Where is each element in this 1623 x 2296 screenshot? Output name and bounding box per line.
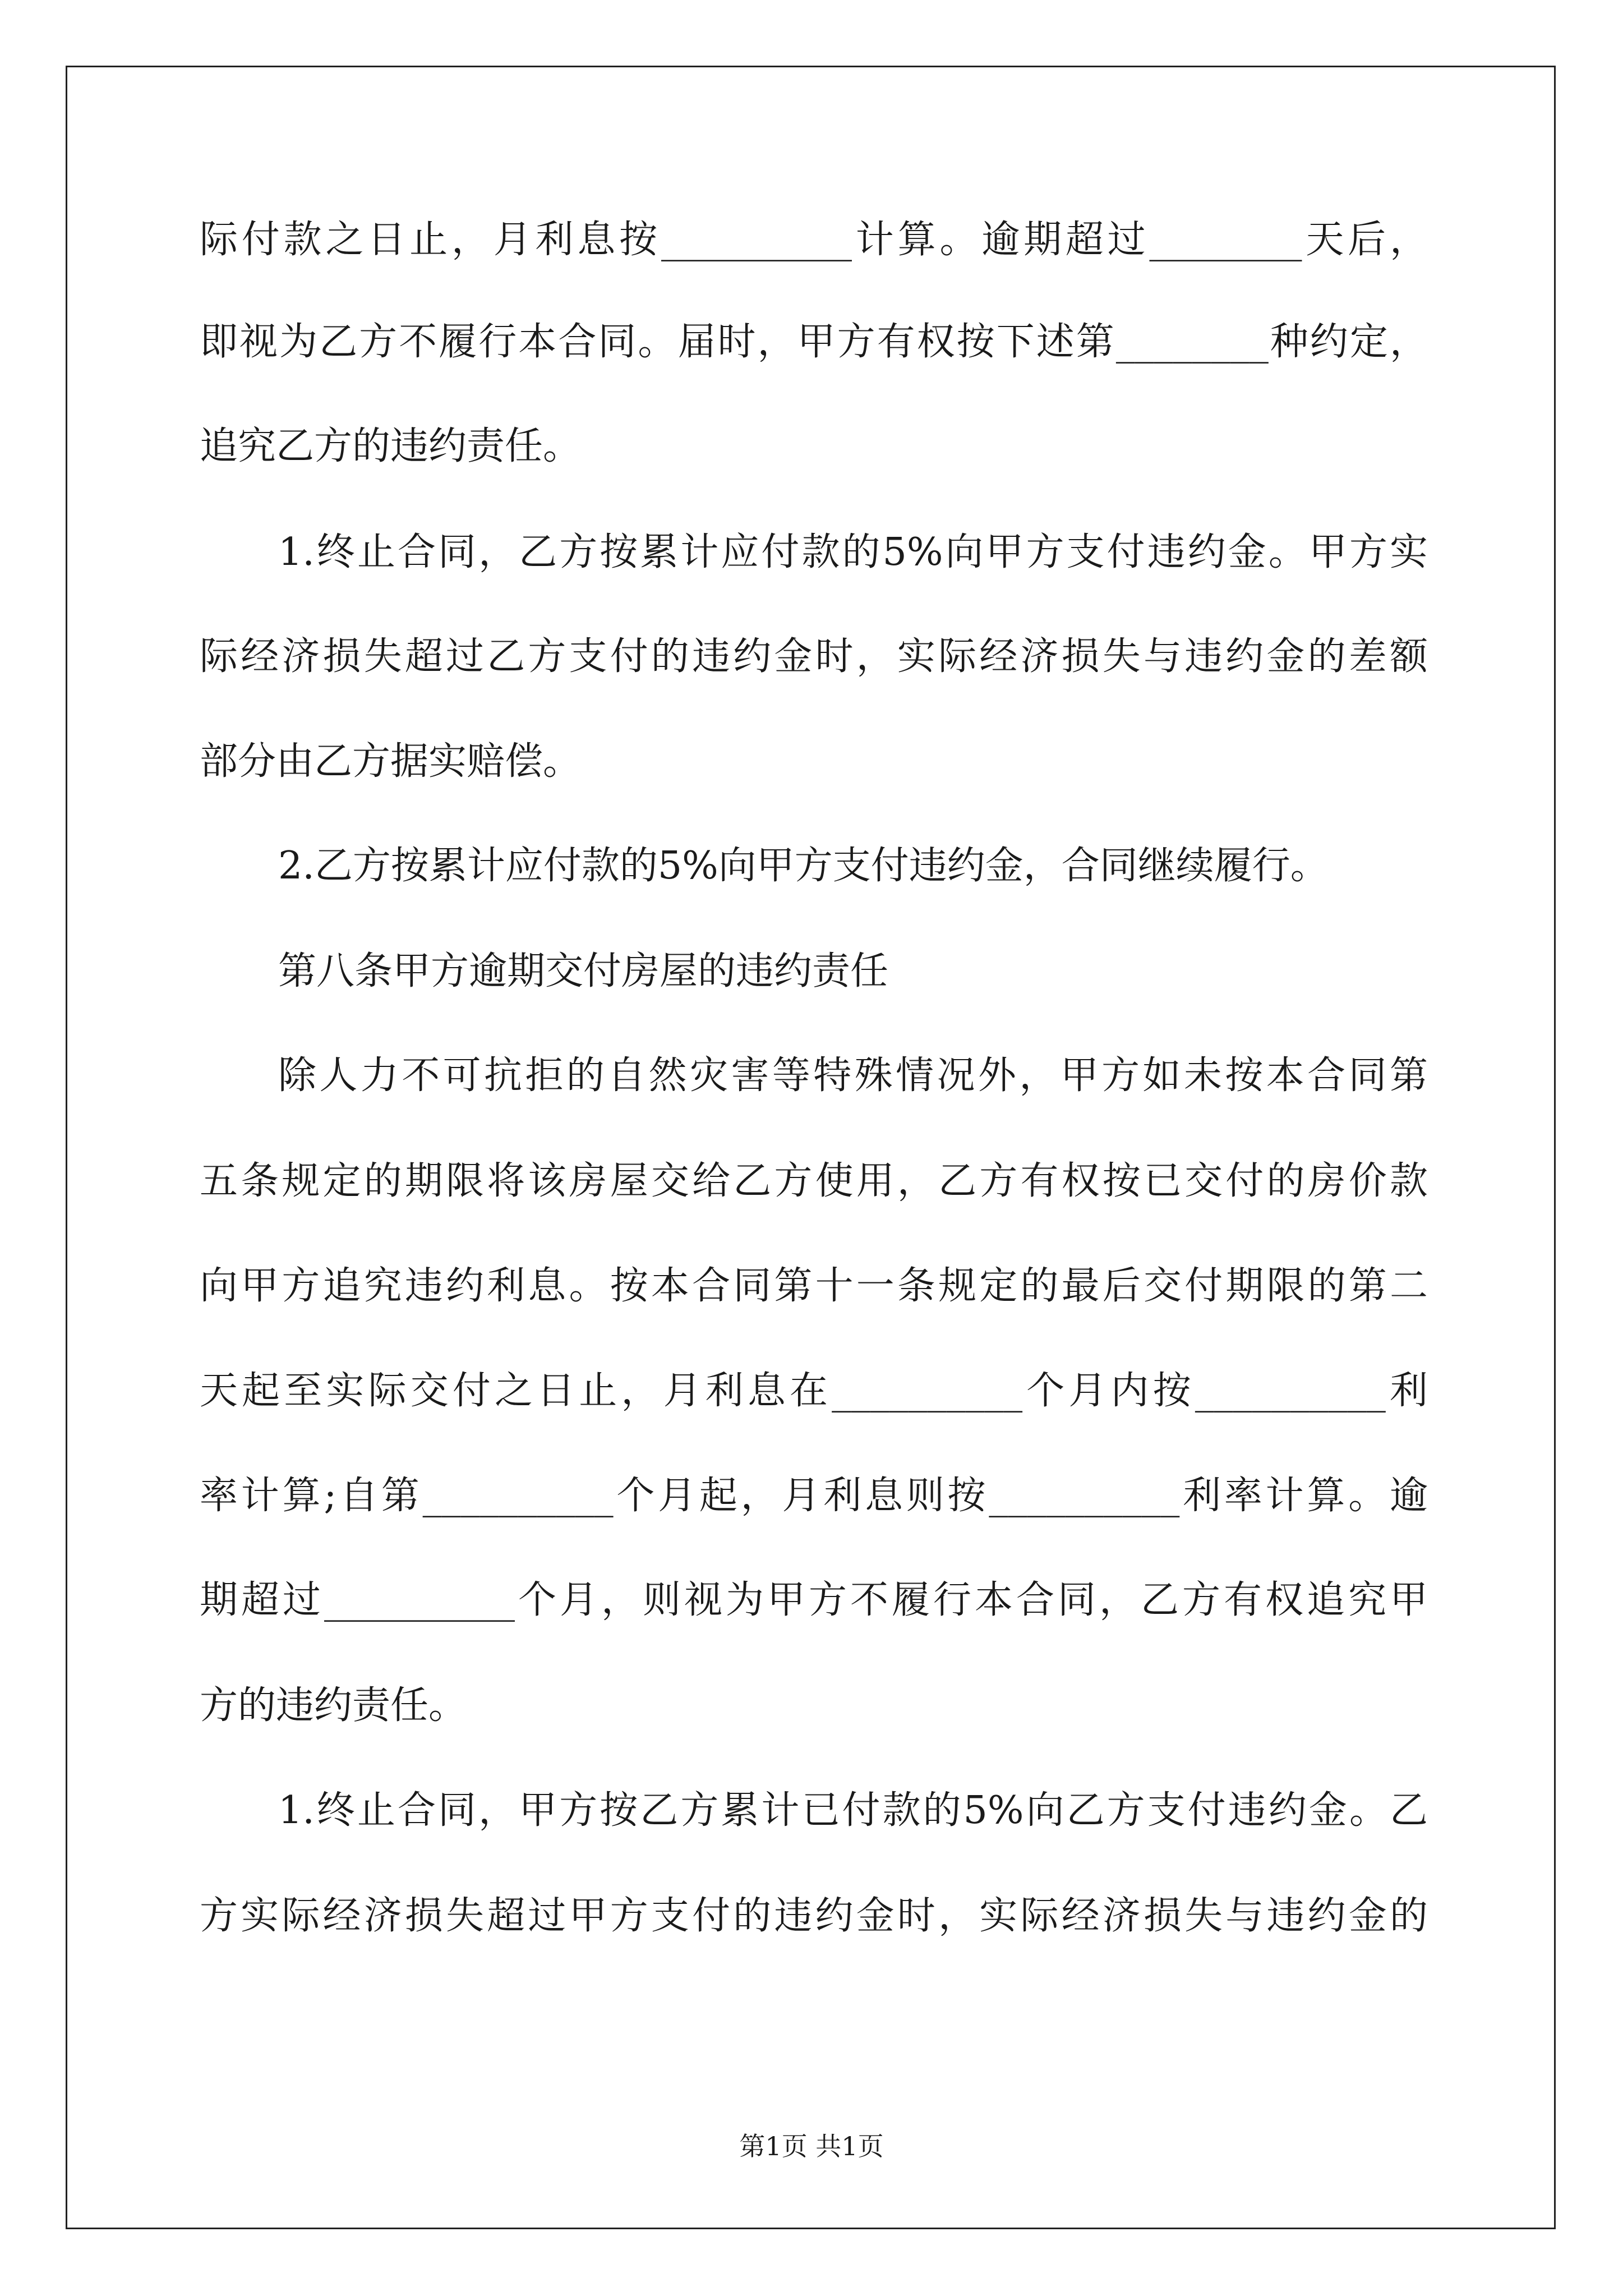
- section-heading: 第八条甲方逾期交付房屋的违约责任: [278, 949, 889, 993]
- text-line: 方实际经济损失超过甲方支付的违约金时，实际经济损失与违约金的: [200, 1894, 1428, 1938]
- text-line: 1.终止合同，乙方按累计应付款的5%向甲方支付违约金。甲方实: [278, 530, 1428, 574]
- text-line: 五条规定的期限将该房屋交给乙方使用，乙方有权按已交付的房价款: [200, 1159, 1428, 1203]
- text-line: 追究乙方的违约责任。: [200, 424, 582, 468]
- text-line: 天起至实际交付之日止，月利息在__________个月内按__________利: [200, 1369, 1428, 1413]
- text-line: 除人力不可抗拒的自然灾害等特殊情况外，甲方如未按本合同第: [278, 1053, 1428, 1098]
- text-line: 部分由乙方据实赔偿。: [200, 739, 582, 784]
- text-line: 际付款之日止，月利息按__________计算。逾期超过________天后，: [200, 218, 1428, 262]
- text-line: 际经济损失超过乙方支付的违约金时，实际经济损失与违约金的差额: [200, 634, 1428, 679]
- text-line: 期超过__________个月，则视为甲方不履行本合同，乙方有权追究甲: [200, 1578, 1428, 1622]
- text-line: 即视为乙方不履行本合同。届时，甲方有权按下述第________种约定，: [200, 320, 1428, 364]
- text-line: 2.乙方按累计应付款的5%向甲方支付违约金，合同继续履行。: [278, 844, 1329, 888]
- text-line: 1.终止合同，甲方按乙方累计已付款的5%向乙方支付违约金。乙: [278, 1788, 1428, 1833]
- page-footer: 第1页 共1页: [739, 2131, 884, 2161]
- text-line: 方的违约责任。: [200, 1683, 467, 1728]
- text-line: 向甲方追究违约利息。按本合同第十一条规定的最后交付期限的第二: [200, 1264, 1428, 1308]
- text-line: 率计算;自第__________个月起，月利息则按__________利率计算。逾: [200, 1474, 1428, 1518]
